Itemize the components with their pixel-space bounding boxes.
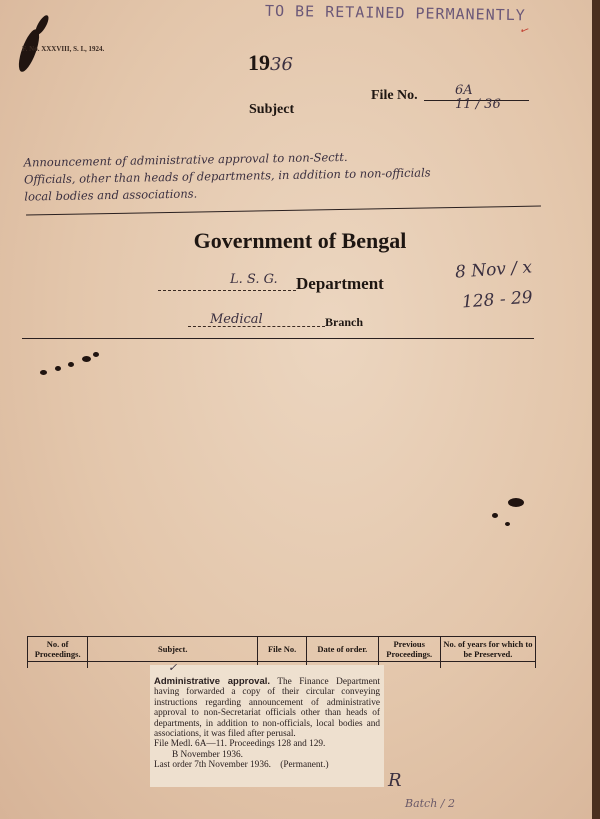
corner-note-line-1: 8 Nov / x (454, 257, 533, 283)
department-label: Department (296, 274, 384, 293)
government-heading: Government of Bengal (193, 228, 407, 253)
bottom-initial: R (388, 770, 402, 791)
file-no-value-top: 6A (455, 83, 473, 98)
slip-permanent: (Permanent.) (280, 760, 329, 771)
register-cell (378, 662, 440, 669)
year-printed: 19 (248, 50, 270, 75)
col-subject: Subject. (88, 637, 258, 662)
ink-speck (505, 522, 510, 526)
slip-paragraph (154, 677, 380, 739)
subject-line-1: Announcement of administrative approval to non-Sectt. (23, 149, 348, 170)
department-line (158, 290, 296, 291)
col-previous-proceedings: Previous Proceedings. (378, 637, 440, 662)
slip-date-line: B November 1936. (172, 749, 244, 760)
subject-handwriting (24, 145, 545, 205)
subject-label: Subject (249, 102, 295, 117)
ink-speck (492, 513, 498, 518)
branch-label: Branch (325, 315, 364, 329)
slip-last-order-line (154, 760, 380, 770)
slip-heading: Administrative approval. (154, 676, 271, 687)
year-field (248, 50, 293, 76)
form-number: F. No. XXXVIII, S. I., 1924. (22, 45, 105, 53)
col-file-no: File No. (258, 637, 307, 662)
subject-rule (26, 206, 541, 216)
retention-stamp: TO BE RETAINED PERMANENTLY (264, 1, 526, 25)
ink-speck (82, 356, 91, 362)
register-cell (440, 662, 535, 669)
slip-last-order: Last order 7th November 1936. (154, 760, 271, 771)
header-bottom-rule (22, 338, 534, 339)
pasted-order-slip (150, 665, 384, 787)
file-no-label: File No. (371, 88, 418, 103)
slip-tick-mark: ✓ (168, 661, 178, 674)
ink-speck (55, 366, 61, 371)
branch-handwritten: Medical (210, 312, 263, 327)
file-no-value (455, 84, 501, 112)
red-check-mark: ✓ (517, 23, 532, 39)
ink-speck (93, 352, 99, 357)
col-proceedings: No. of Proceedings. (28, 637, 88, 662)
slip-file-line: File Medl. 6A—11. Proceedings 128 and 129. (154, 739, 326, 750)
paper-edge (592, 0, 600, 819)
col-date-of-order: Date of order. (307, 637, 379, 662)
file-no-value-bottom: 11 / 36 (455, 97, 501, 112)
corner-note-line-2: 128 - 29 (461, 287, 534, 313)
year-handwritten: 36 (270, 54, 293, 75)
register-cell (28, 662, 88, 669)
bottom-note: Batch / 2 (405, 797, 456, 810)
ink-speck (68, 362, 74, 367)
proceedings-register (27, 636, 536, 668)
subject-line-2: Officials, other than heads of departments, in addition to non-officials (23, 165, 431, 187)
col-years-preserved: No. of years for which to be Preserved. (440, 637, 535, 662)
department-handwritten: L. S. G. (230, 272, 278, 287)
ink-speck (508, 498, 524, 507)
ink-blot (33, 13, 51, 36)
subject-line-3: local bodies and associations. (24, 186, 198, 204)
slip-body: The Finance Department having forwarded a copy of their circular conveying instructions regarding announcement of administrative approval to non-Secretariat officials other than heads of departments, in addition to non-officials, local bodies and associations, it was filed after perusal. (154, 677, 381, 740)
ink-speck (40, 370, 47, 375)
